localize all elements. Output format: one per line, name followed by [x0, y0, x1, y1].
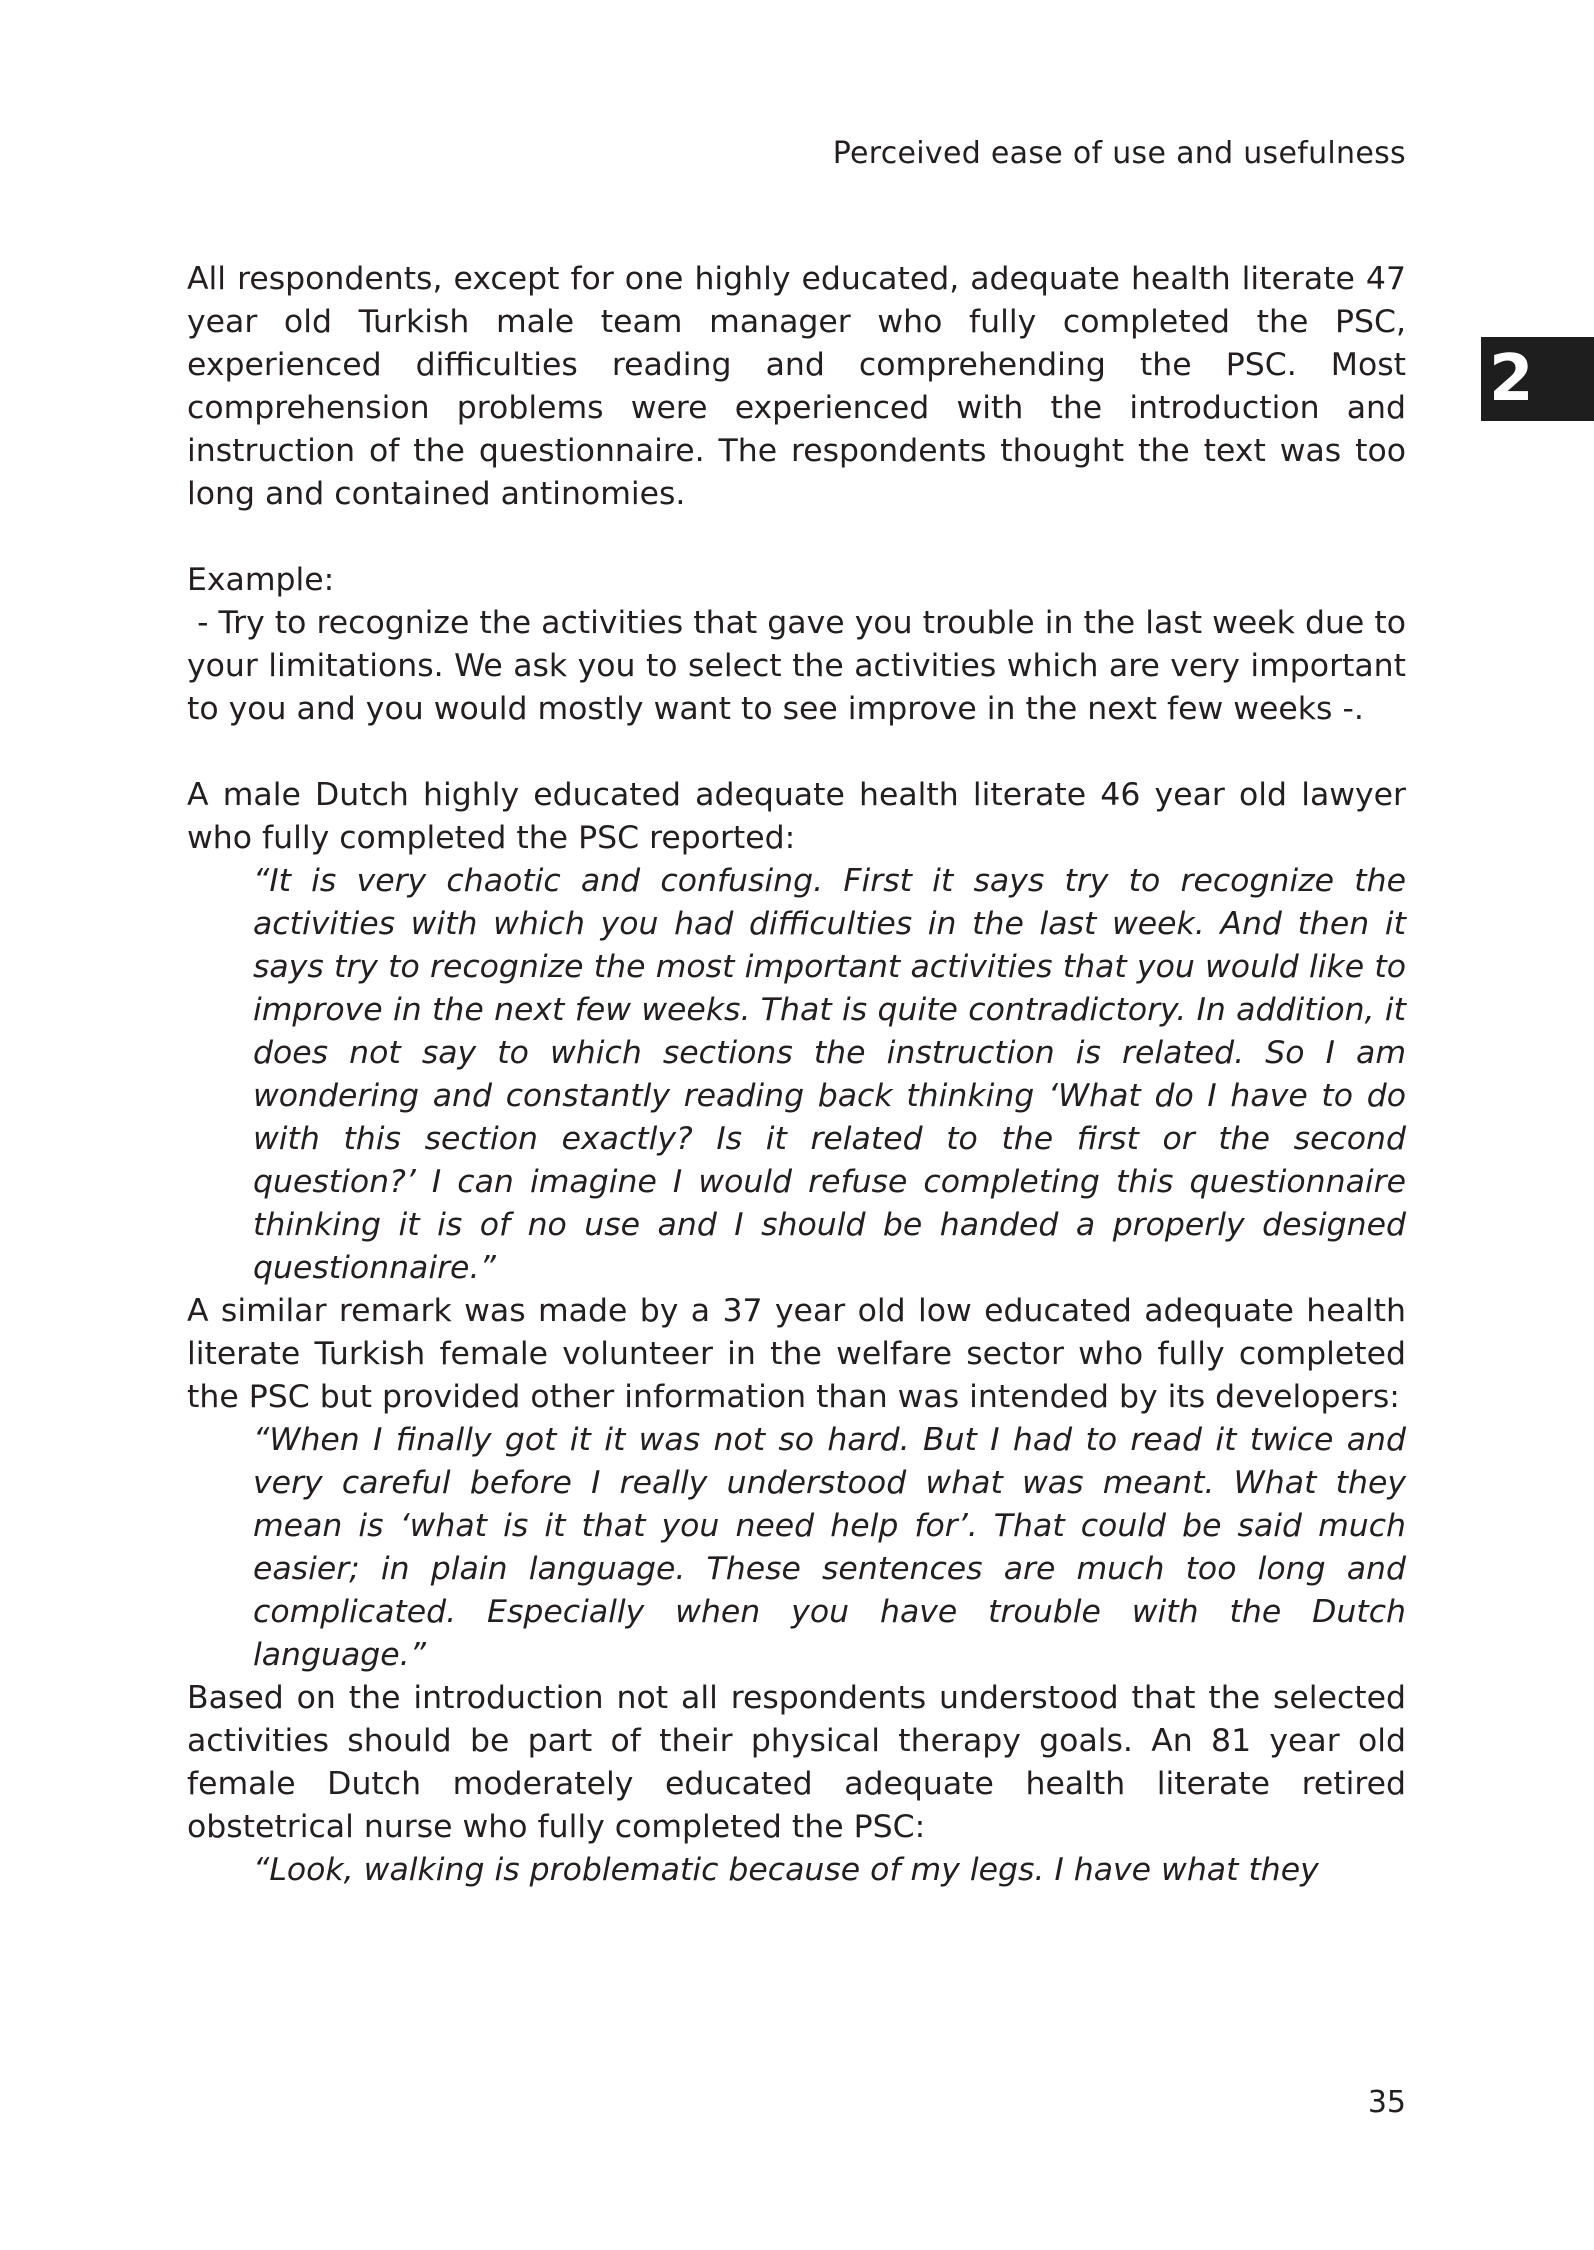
page-number: 35: [1367, 2085, 1406, 2120]
example-label: Example:: [187, 562, 335, 598]
body-text: [187, 258, 1417, 1892]
running-header: Perceived ease of use and usefulness: [832, 136, 1406, 171]
paragraph: A similar remark was made by a 37 year old low educated adequate health literate Turkish female volunteer in the welfare sector who fully completed the PSC but provided other information than was intended by its developers:: [187, 1293, 1406, 1415]
quote: “Look, walking is problematic because of my legs. I have what they: [253, 1852, 1319, 1888]
paragraph: Based on the introduction not all respondents understood that the selected activities should be part of their physical therapy goals. An 81 year old female Dutch moderately educated adequate health literate retired obstetrical nurse who fully completed the PSC:: [187, 1680, 1406, 1845]
paragraph: A male Dutch highly educated adequate health literate 46 year old lawyer who fully completed the PSC reported:: [187, 777, 1406, 856]
chapter-tab: 2: [1481, 337, 1594, 421]
paragraph: All respondents, except for one highly educated, adequate health literate 47 year old Turkish male team manager who fully completed the PSC, experienced difficulties reading and comprehending the PSC. Most comprehension problems were experienced with the introduction and instruction of the questionnaire. The respondents thought the text was too long and contained antinomies.: [187, 261, 1406, 512]
example-text: - Try to recognize the activities that gave you trouble in the last week due to your limitations. We ask you to select the activities which are very important to you and you would mostly want to see improve in the next few weeks -.: [187, 605, 1417, 727]
quote: “It is very chaotic and confusing. First it says try to recognize the activities with which you had difficulties in the last week. And then it says try to recognize the most important activities that you would like to improve in the next few weeks. That is quite contradictory. In addition, it does not say to which sections the instruction is related. So I am wondering and constantly reading back thinking ‘What do I have to do with this section exactly? Is it related to the first or the second question?’ I can imagine I would refuse completing this questionnaire thinking it is of no use and I should be handed a properly designed questionnaire.”: [253, 863, 1406, 1286]
quote: “When I finally got it it was not so hard. But I had to read it twice and very careful before I really understood what was meant. What they mean is ‘what is it that you need help for’. That could be said much easier; in plain language. These sentences are much too long and complicated. Especially when you have trouble with the Dutch language.”: [253, 1422, 1406, 1673]
